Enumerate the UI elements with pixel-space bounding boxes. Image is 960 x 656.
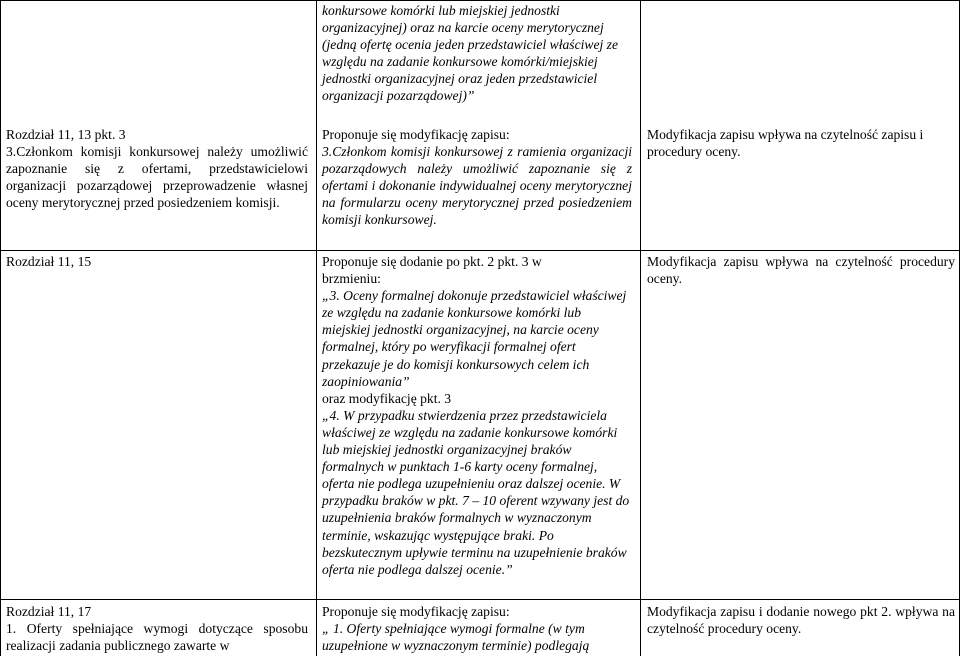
row3-col1	[6, 253, 308, 270]
row1-col2-text	[322, 2, 632, 105]
table-border-left	[0, 0, 1, 656]
row3-col2	[322, 253, 632, 578]
row2-col1	[6, 126, 308, 211]
column-divider-1	[316, 0, 317, 656]
row3-col3	[647, 253, 955, 287]
justification-text: Modyfikacja zapisu i dodanie nowego pkt 2. wpływa na czytelność procedury oceny.	[647, 604, 955, 637]
proposal-modification-note: oraz modyfikację pkt. 3	[322, 390, 452, 406]
row2-col2	[322, 126, 632, 229]
proposal-intro: Proponuje się modyfikację zapisu:	[322, 127, 510, 142]
row4-col3	[647, 603, 955, 637]
proposed-point-3: „3. Oceny formalnej dokonuje przedstawiciel właściwej ze względu na zadanie konkursowe komórki lub miejskiej jednostki organizacyjnej, na karcie oceny formalnej, który po weryfikacji formalnej ofert przekazuje je do komisji konkursowych celem ich zaopiniowania”	[322, 288, 627, 389]
current-provision-text: 3.Członkom komisji konkursowej należy umożliwić zapoznanie się z ofertami, przedstawicielowi organizacji pozarządowej przeprowadzenie własnej oceny merytorycznej przed posiedzeniem komisji.	[6, 144, 308, 211]
column-divider-2	[640, 0, 641, 656]
proposed-point-4: „4. W przypadku stwierdzenia przez przedstawiciela właściwej ze względu na zadanie konkursowe komórki lub miejskiej jednostki organizacyjnej braków formalnych w punktach 1-6 karty oceny formalnej, oferta nie podlega uzupełnieniu oraz dalszej ocenie. W przypadku braków w pkt. 7 – 10 oferent wzywany jest do uzupełnienia braków formalnych w wyznaczonym terminie, wskazując występujące braki. Po bezskutecznym upływie terminu na uzupełnienie braków oferta nie podlega dalszej ocenie.”	[322, 407, 630, 577]
section-reference: Rozdział 11, 15	[6, 254, 92, 269]
section-reference: Rozdział 11, 17	[6, 604, 92, 619]
row-divider-2	[0, 599, 960, 600]
justification-text: Modyfikacja zapisu wpływa na czytelność zapisu i procedury oceny.	[647, 127, 924, 160]
proposed-provision-text: 3.Członkom komisji konkursowej z ramienia organizacji pozarządowych należy umożliwić zapoznanie się z ofertami i dokonanie indywidualnej oceny merytorycznej na formularzu oceny merytorycznej przed posiedzeniem komisji konkursowej.	[322, 144, 632, 228]
current-provision-text: 1. Oferty spełniające wymogi dotyczące sposobu realizacji zadania publicznego zawarte w	[6, 621, 308, 654]
row4-col1	[6, 603, 308, 654]
row2-col3	[647, 126, 955, 160]
row-divider-1	[0, 250, 960, 251]
section-reference: Rozdział 11, 13 pkt. 3	[6, 127, 126, 142]
proposed-provision-text: „ 1. Oferty spełniające wymogi formalne (w tym uzupełnione w wyznaczonym terminie) podlegają	[322, 621, 590, 654]
proposal-continuation: konkursowe komórki lub miejskiej jednostki organizacyjnej) oraz na karcie oceny merytorycznej (jedną ofertę ocenia jeden przedstawiciel właściwej ze względu na zadanie konkursowe komórki/miejskiej jednostki organizacyjnej oraz jeden przedstawiciel organizacji pozarządowej)”	[322, 3, 618, 104]
table-border-top	[0, 0, 960, 1]
proposal-intro: Proponuje się dodanie po pkt. 2 pkt. 3 w brzmieniu:	[322, 254, 542, 287]
justification-text: Modyfikacja zapisu wpływa na czytelność procedury oceny.	[647, 254, 955, 287]
row4-col2	[322, 603, 632, 654]
proposal-intro: Proponuje się modyfikację zapisu:	[322, 604, 510, 619]
